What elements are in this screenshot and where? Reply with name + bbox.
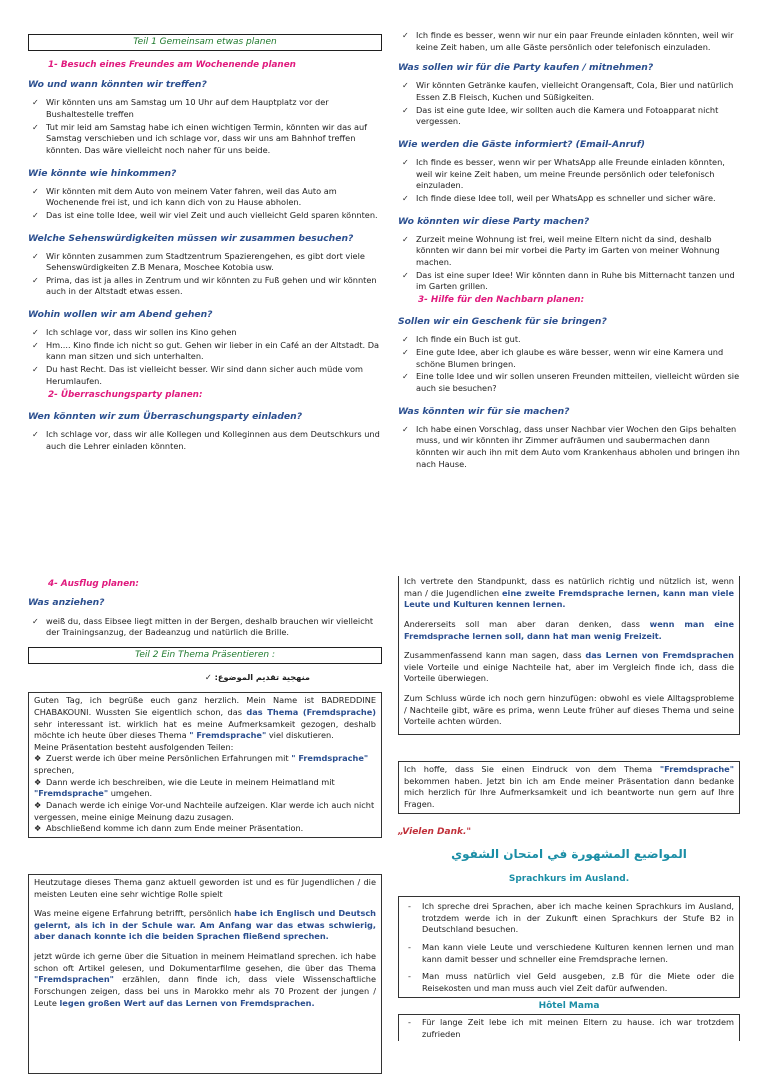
- arg-3-text-c: viele Vorteile und einige Nachteile hat, aber im Vergleich finde ich, dass die Vorteile überwiegen.: [404, 661, 734, 684]
- list-item: ✓ Wir könnten Getränke kaufen, vielleicht Orangensaft, Cola, Bier und natürlich Essen Z.B Fleisch, Kuchen und Süßigkeiten.: [398, 80, 740, 103]
- body-2-text-b: habe ich Englisch und Deutsch gelernt, als ich in der Schule war. Am Anfang war das etwas schwierig, aber danach konnte ich die beiden Sprachen fließend sprechen.: [34, 908, 377, 942]
- list-item: ✓ Wir könnten uns am Samstag um 10 Uhr auf dem Hauptplatz vor der Bushaltestelle treffen: [28, 97, 382, 120]
- list-item: - Ich spreche drei Sprachen, aber ich mache keinen Sprachkurs im Ausland, trotzdem werde ich in der Zukunft einen Sprachkurs der Stufe B2 in Deutschland besuchen.: [404, 901, 734, 936]
- list-item: ✓ Ich finde ein Buch ist gut.: [398, 334, 740, 346]
- point-1-text-c: sprechen,: [34, 765, 75, 776]
- answer-list-11: [28, 616, 382, 639]
- hotel-mama-box: [398, 1014, 740, 1040]
- intro-text-e: viel diskutieren.: [266, 730, 334, 741]
- list-item: ✓ Das ist eine gute Idee, wir sollten auch die Kamera und Fotoapparat nicht vergessen.: [398, 105, 740, 128]
- list-item: - Für lange Zeit lebe ich mit meinen Eltern zu hause. ich war trotzdem zufrieden: [404, 1017, 734, 1040]
- list-item: ✓ Prima, das ist ja alles in Zentrum und wir könnten zu Fuß gehen und wir könnten auch in der Altstadt etwas essen.: [28, 275, 382, 298]
- list-item: ✓ weiß du, dass Eibsee liegt mitten in der Bergen, deshalb brauchen wir vielleicht der Trainingsanzug, der Badeanzug und natürlich die Brille.: [28, 616, 382, 639]
- arg-1-text-a: Ich vertrete den Standpunkt, dass es natürlich richtig und nützlich ist, wenn man / die Jugendlichen: [404, 576, 734, 598]
- list-item: ✓ Eine tolle Idee und wir sollen unseren Freunden mitteilen, vielleicht würden sie auch sie besuchen?: [398, 371, 740, 394]
- ending-box: [398, 761, 740, 814]
- question-10: Was könnten wir für sie machen?: [398, 405, 570, 417]
- point-2-text-b: "Fremdsprache": [34, 788, 109, 799]
- arg-3-text-a: Zusammenfassend kann man sagen, dass: [404, 650, 586, 661]
- list-item: ✓ Ich finde es besser, wenn wir nur ein paar Freunde einladen könnten, weil wir keine Zeit haben, um alle Gäste persönlich oder telefonisch einzuladen.: [398, 30, 740, 53]
- list-item: ✓ Das ist eine tolle Idee, weil wir viel Zeit und auch vielleicht Geld sparen könnten.: [28, 210, 382, 222]
- body-paragraph-1: Heutzutage dieses Thema ganz aktuell geworden ist und es für Jugendlichen / die meisten Leuten eine sehr wichtige Rolle spielt: [34, 876, 376, 899]
- left-column-2: [28, 578, 382, 1074]
- argument-box: [398, 576, 740, 735]
- list-item: ✓ Du hast Recht. Das ist vielleicht besser. Wir sind dann sicher auch müde vom Herumlaufen.: [28, 364, 382, 387]
- argument-paragraph-2: [404, 619, 734, 642]
- list-item: - Man kann viele Leute und verschiedene Kulturen kennen lernen und man kann damit besser und schneller eine Fremdsprache lernen.: [404, 942, 734, 965]
- answer-list-5: [28, 429, 382, 452]
- point-2-text-a: Dann werde ich beschreiben, wie die Leute in meinem Heimatland mit: [46, 776, 335, 787]
- section-2-heading: 2- Überraschungsparty planen:: [48, 390, 203, 401]
- list-item: ✓ Wir könnten mit dem Auto von meinem Vater fahren, weil das Auto am Wochenende frei ist, und ich kann dich von zu Hause abholen.: [28, 186, 382, 209]
- list-item: ✓ Ich finde es besser, wenn wir per WhatsApp alle Freunde einladen könnten, weil wir keine Zeit haben, um meine Freunde persönlich oder telefonisch einzuladen.: [398, 157, 740, 192]
- intro-structure: Meine Präsentation besteht ausfolgenden Teilen:: [34, 741, 234, 752]
- list-item: - Man muss natürlich viel Geld ausgeben, z.B für die Miete oder die Reisekosten und man muss auch viel Zeit dafür aufwenden.: [404, 971, 734, 994]
- section-1-heading: 1- Besuch eines Freundes am Wochenende planen: [48, 59, 296, 70]
- end-text-b: "Fremdsprache": [659, 764, 734, 775]
- diamond-icon: ❖: [34, 800, 42, 810]
- answer-list-5b: [398, 30, 740, 53]
- question-1: Wo und wann könnten wir treffen?: [28, 79, 207, 91]
- ending-paragraph: [404, 764, 734, 811]
- list-item: ✓ Das ist eine super Idee! Wir könnten dann in Ruhe bis Mitternacht tanzen und im Garten grillen.: [398, 270, 740, 293]
- point-1-text-a: Zuerst werde ich über meine Persönlichen Erfahrungen mit: [46, 753, 292, 764]
- answer-list-1: [28, 97, 382, 156]
- arg-1-text-b: eine zweite Fremdsprache lernen, kann man viele Leute und Kulturen kennen lernen.: [404, 587, 734, 610]
- right-column: [398, 30, 740, 471]
- intro-text-b: das Thema (Fremdsprache): [246, 706, 376, 717]
- question-4: Wohin wollen wir am Abend gehen?: [28, 309, 213, 321]
- question-6: Was sollen wir für die Party kaufen / mitnehmen?: [398, 62, 654, 74]
- answer-list-10: [398, 424, 740, 471]
- question-2: Wie könnte wie hinkommen?: [28, 167, 177, 179]
- body-3-text-b: "Fremdsprachen": [34, 974, 114, 985]
- intro-point-3: [34, 800, 376, 823]
- point-2-text-c: umgehen.: [108, 788, 153, 799]
- list-item: ✓ Ich schlage vor, dass wir alle Kollegen und Kolleginnen aus dem Deutschkurs und auch die Lehrer einladen könnten.: [28, 429, 382, 452]
- body-box: [28, 874, 382, 1074]
- intro-text-c: sehr interessant ist. wirklich hat es meine Aufmerksamkeit gezogen, deshalb möchte ich heute über dieses Thema: [34, 718, 376, 741]
- intro-text-a: Guten Tag, ich begrüße euch ganz herzlich. Mein Name ist BADREDDINE CHABAKOUNI. Wussten Sie eigentlich schon, das: [34, 695, 376, 717]
- sprachkurs-box: [398, 896, 740, 997]
- answer-list-6: [398, 80, 740, 128]
- list-item: ✓ Zurzeit meine Wohnung ist frei, weil meine Eltern nicht da sind, deshalb könnten wir dann bei mir vorbei die Party im Garten von meiner Wohnung machen.: [398, 234, 740, 269]
- question-8: Wo könnten wir diese Party machen?: [398, 215, 590, 227]
- answer-list-2: [28, 186, 382, 222]
- section-4-heading: 4- Ausflug planen:: [48, 579, 139, 589]
- arg-3-text-b: das Lernen von Fremdsprachen: [585, 650, 734, 661]
- question-5: Wen könnten wir zum Überraschungsparty einladen?: [28, 410, 303, 422]
- body-paragraph-3: [34, 951, 376, 1009]
- arabic-method-heading: [28, 672, 310, 684]
- page-1: [0, 0, 768, 535]
- question-7: Wie werden die Gäste informiert? (Email-Anruf): [398, 138, 645, 150]
- end-text-a: Ich hoffe, dass Sie einen Eindruck von dem Thema: [404, 764, 660, 775]
- teil1-title: Teil 1 Gemeinsam etwas planen: [28, 34, 382, 51]
- diamond-icon: ❖: [34, 776, 42, 787]
- question-3: Welche Sehenswürdigkeiten müssen wir zusammen besuchen?: [28, 232, 354, 244]
- body-3-text-d: legen großen Wert auf das Lernen von Fremdsprachen.: [59, 997, 315, 1008]
- answer-list-4: [28, 327, 382, 387]
- list-item: ✓ Eine gute Idee, aber ich glaube es wäre besser, wenn wir eine Kamera und schöne Blumen bringen.: [398, 347, 740, 370]
- argument-paragraph-4: Zum Schluss würde ich noch gern hinzufügen: obwohl es viele Alltagsprobleme / Nachteile gibt, wäre es prima, wenn Leute früher auf dieses Thema und seine Vorteile achten würden.: [404, 693, 734, 727]
- hotel-mama-list: [404, 1017, 734, 1040]
- diamond-icon: ❖: [34, 753, 42, 764]
- list-item: ✓ Ich habe einen Vorschlag, dass unser Nachbar vier Wochen den Gips behalten muss, und wir könnten ihr Zimmer aufräumen und saubermachen dann könnten wir auch ihn mit dem Auto vom Krankenhaus abholen und bringen ihn nach Hause.: [398, 424, 740, 471]
- list-item: ✓ Ich finde diese Idee toll, weil per WhatsApp es schneller und sicher wäre.: [398, 193, 740, 205]
- intro-point-2: [34, 777, 376, 800]
- intro-text-d: " Fremdsprache": [189, 730, 267, 741]
- arabic-title: المواضيع المشهورة في امتحان الشفوي: [451, 847, 687, 862]
- answer-list-7: [398, 157, 740, 205]
- list-item: ✓ Tut mir leid am Samstag habe ich einen wichtigen Termin, könnten wir das auf Samstag verschieben und ich schlage vor, dass wir uns am Bahnhof treffen könnten. Das wäre vielleicht noch naher für uns beide.: [28, 122, 382, 157]
- body-2-text-a: Was meine eigene Erfahrung betrifft, persönlich: [34, 908, 235, 919]
- question-11: Was anziehen?: [28, 597, 105, 609]
- argument-paragraph-1: [404, 576, 734, 611]
- point-3-text: Danach werde ich einige Vor-und Nachteile aufzeigen. Klar werde ich auch nicht vergessen, meine einige Meinung dazu zusagen.: [34, 800, 375, 822]
- check-icon: ✓: [204, 671, 212, 682]
- arg-2-text-b: wenn man eine Fremdsprache lernen soll, dann hat man wenig Freizeit.: [404, 618, 734, 641]
- sprachkurs-heading: Sprachkurs im Ausland.: [508, 874, 630, 885]
- sprachkurs-list: [404, 901, 734, 994]
- point-4-text: Abschließend komme ich dann zum Ende meiner Präsentation.: [46, 823, 304, 834]
- argument-paragraph-3: [404, 650, 734, 685]
- right-column-2: [398, 576, 740, 1047]
- body-3-text-c: erzählen, dann finde ich, dass viele Wissenschaftliche Forschungen zeigen, dass bei uns in Marokko mehr als 70 Prozent der jungen / Leute: [34, 974, 376, 1008]
- arg-2-text-a: Andererseits soll man aber daran denken, dass: [404, 618, 650, 629]
- point-1-text-b: " Fremdsprache": [291, 753, 369, 764]
- answer-list-9: [398, 334, 740, 394]
- page-2: [0, 572, 768, 1040]
- question-9: Sollen wir ein Geschenk für sie bringen?: [398, 316, 607, 328]
- list-item: ✓ Ich schlage vor, dass wir sollen ins Kino gehen: [28, 327, 382, 339]
- intro-point-4: [34, 823, 376, 835]
- teil2-title: Teil 2 Ein Thema Präsentieren :: [28, 647, 382, 664]
- thanks-text: „Vielen Dank.": [398, 826, 472, 837]
- list-item: ✓ Wir könnten zusammen zum Stadtzentrum Spazierengehen, es gibt dort viele Sehenswürdigkeiten Z.B Menara, Moschee Kotobia usw.: [28, 251, 382, 274]
- body-3-text-a: jetzt würde ich gerne über die Situation in meinem Heimatland sprechen. ich habe schon oft Artikel gelesen, und Dokumentarfilme gesehen, die über das Thema: [34, 951, 376, 973]
- intro-point-1: [34, 753, 376, 776]
- hotel-mama-heading: Hôtel Mama: [538, 1000, 600, 1011]
- diamond-icon: ❖: [34, 823, 42, 834]
- section-3-heading: 3- Hilfe für den Nachbarn planen:: [418, 294, 585, 305]
- intro-box: [28, 692, 382, 838]
- body-paragraph-2: [34, 908, 376, 943]
- arabic-method-text: منهجية تقديم الموضوع:: [214, 671, 310, 682]
- intro-paragraph: [34, 695, 376, 742]
- left-column: [28, 34, 382, 453]
- list-item: ✓ Hm.... Kino finde ich nicht so gut. Gehen wir lieber in ein Café an der Altstadt. Da kann man sitzen und sich unterhalten.: [28, 340, 382, 363]
- answer-list-3: [28, 251, 382, 299]
- answer-list-8: [398, 234, 740, 293]
- end-text-c: bekommen haben. Jetzt bin ich am Ende meiner Präsentation dann bedanke mich herzlich für Ihre Aufmerksamkeit und ich beantworte nun gern auf Ihre Fragen.: [404, 775, 734, 809]
